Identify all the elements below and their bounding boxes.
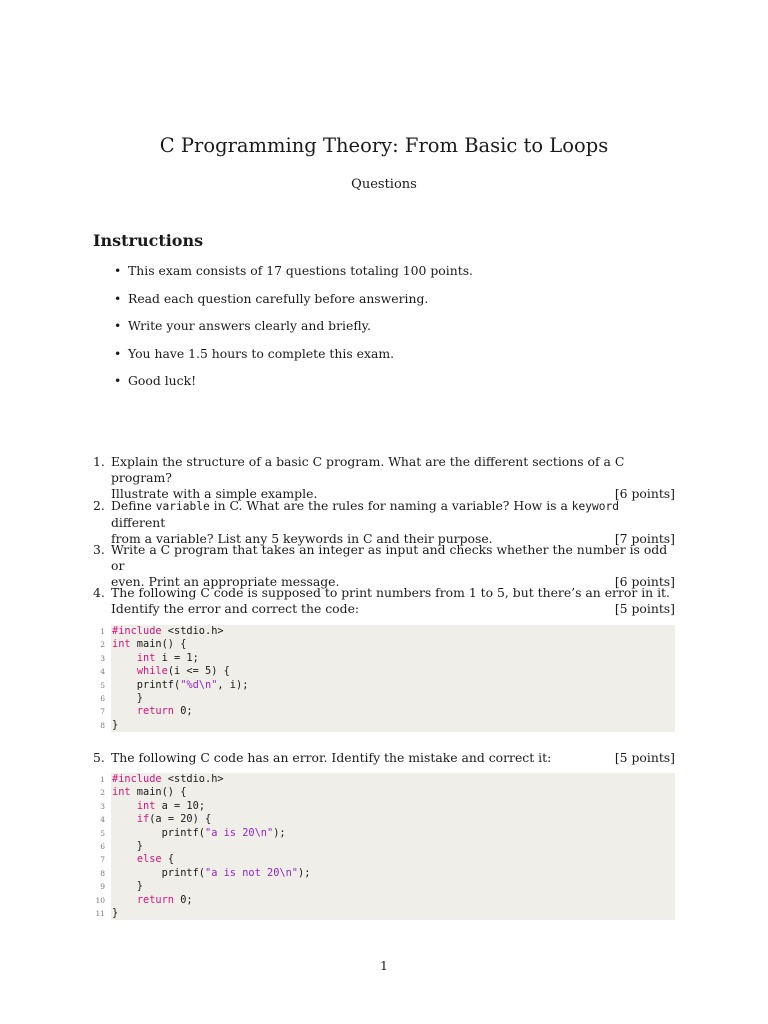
line-number: 4 xyxy=(100,667,105,677)
instructions-list xyxy=(93,262,473,400)
code-line xyxy=(100,799,675,813)
code-text: } xyxy=(112,691,143,704)
line-number: 11 xyxy=(95,908,105,918)
code-line xyxy=(100,678,675,692)
code-text: printf("a is not 20\n"); xyxy=(112,866,311,879)
question-text: Define variable in C. What are the rules for naming a variable? How is a keyword different xyxy=(111,498,619,530)
question-text: from a variable? List any 5 keywords in C and their purpose. xyxy=(111,531,493,546)
code-text: #include <stdio.h> xyxy=(112,773,224,785)
code-text: printf("%d\n", i); xyxy=(112,678,249,691)
code-line xyxy=(100,705,675,718)
line-number: 5 xyxy=(100,680,105,690)
question-3 xyxy=(93,542,675,590)
code-line xyxy=(100,866,675,880)
line-number: 9 xyxy=(100,882,105,892)
line-number: 6 xyxy=(100,693,105,703)
page-number: 1 xyxy=(380,958,388,973)
question-number: 4. xyxy=(93,585,105,600)
instruction-item: • This exam consists of 17 questions totaling 100 points. xyxy=(93,262,473,290)
line-number: 4 xyxy=(100,815,105,825)
code-line xyxy=(100,665,675,678)
code-line xyxy=(100,651,675,665)
instruction-item: • Good luck! xyxy=(93,372,473,400)
code-text: if(a = 20) { xyxy=(136,813,212,826)
question-text: The following C code has an error. Identify the mistake and correct it: xyxy=(111,750,552,765)
question-number: 1. xyxy=(93,454,105,469)
code-line xyxy=(100,625,675,638)
question-5 xyxy=(93,750,675,766)
code-line xyxy=(100,773,675,786)
code-text: #include <stdio.h> xyxy=(112,625,224,637)
question-2 xyxy=(93,498,675,547)
code-text: int i = 1; xyxy=(136,651,199,664)
line-number: 2 xyxy=(100,788,105,798)
line-number: 8 xyxy=(100,868,105,878)
line-number: 1 xyxy=(100,775,105,784)
document-title: C Programming Theory: From Basic to Loops xyxy=(159,134,609,157)
question-text: even. Print an appropriate message. xyxy=(111,574,340,589)
question-points: [5 points] xyxy=(614,601,675,616)
code-line xyxy=(100,691,675,705)
line-number: 7 xyxy=(100,707,105,717)
question-text: The following C code is supposed to print numbers from 1 to 5, but there’s an error in it. xyxy=(111,585,670,600)
question-text: Write a C program that takes an integer as input and checks whether the number is odd or xyxy=(111,542,668,573)
code-line xyxy=(100,786,675,799)
code-text: else { xyxy=(136,853,175,866)
code-text: while(i <= 5) { xyxy=(136,665,230,678)
question-points: [6 points] xyxy=(614,574,675,589)
instruction-item: • Read each question carefully before answering. xyxy=(93,290,473,318)
instructions-heading: Instructions xyxy=(93,231,204,250)
code-text: int a = 10; xyxy=(136,799,206,812)
line-number: 2 xyxy=(100,640,105,650)
code-line xyxy=(95,906,675,920)
instruction-item: • Write your answers clearly and briefly. xyxy=(93,317,473,345)
code-line xyxy=(100,826,675,840)
code-line xyxy=(95,893,675,907)
code-text: int main() { xyxy=(112,786,187,799)
code-text: } xyxy=(112,718,119,731)
code-line xyxy=(100,839,675,853)
code-line xyxy=(100,718,675,732)
line-number: 7 xyxy=(100,855,105,865)
code-block-q4 xyxy=(100,625,675,732)
code-text: return 0; xyxy=(136,705,193,718)
line-number: 3 xyxy=(100,653,105,663)
line-number: 6 xyxy=(100,841,105,851)
code-line xyxy=(100,638,675,651)
question-text: Illustrate with a simple example. xyxy=(111,486,318,501)
question-text: Explain the structure of a basic C program. What are the different sections of a C program? xyxy=(111,454,625,485)
question-number: 2. xyxy=(93,498,105,513)
code-text: } xyxy=(112,839,143,852)
code-text: } xyxy=(112,880,143,893)
question-1 xyxy=(93,454,675,502)
instruction-item: • You have 1.5 hours to complete this exam. xyxy=(93,345,473,373)
code-text: int main() { xyxy=(112,638,187,651)
code-text: return 0; xyxy=(136,893,193,906)
line-number: 1 xyxy=(100,627,105,636)
question-points: [7 points] xyxy=(614,531,675,546)
code-block-q5 xyxy=(95,773,675,920)
question-text: Identify the error and correct the code: xyxy=(111,601,360,616)
code-text: } xyxy=(112,906,119,919)
line-number: 3 xyxy=(100,801,105,811)
code-line xyxy=(100,880,675,893)
line-number: 10 xyxy=(95,895,105,905)
code-line xyxy=(100,813,675,826)
question-4 xyxy=(93,585,675,617)
document-subtitle: Questions xyxy=(351,177,417,192)
question-number: 5. xyxy=(93,750,105,765)
code-line xyxy=(100,853,675,866)
question-points: [6 points] xyxy=(614,486,675,501)
keyword-keyword: keyword xyxy=(571,500,619,513)
line-number: 5 xyxy=(100,828,105,838)
line-number: 8 xyxy=(100,720,105,730)
code-text: printf("a is 20\n"); xyxy=(112,826,286,839)
question-number: 3. xyxy=(93,542,105,557)
keyword-variable: variable xyxy=(155,500,210,513)
question-points: [5 points] xyxy=(614,750,675,765)
